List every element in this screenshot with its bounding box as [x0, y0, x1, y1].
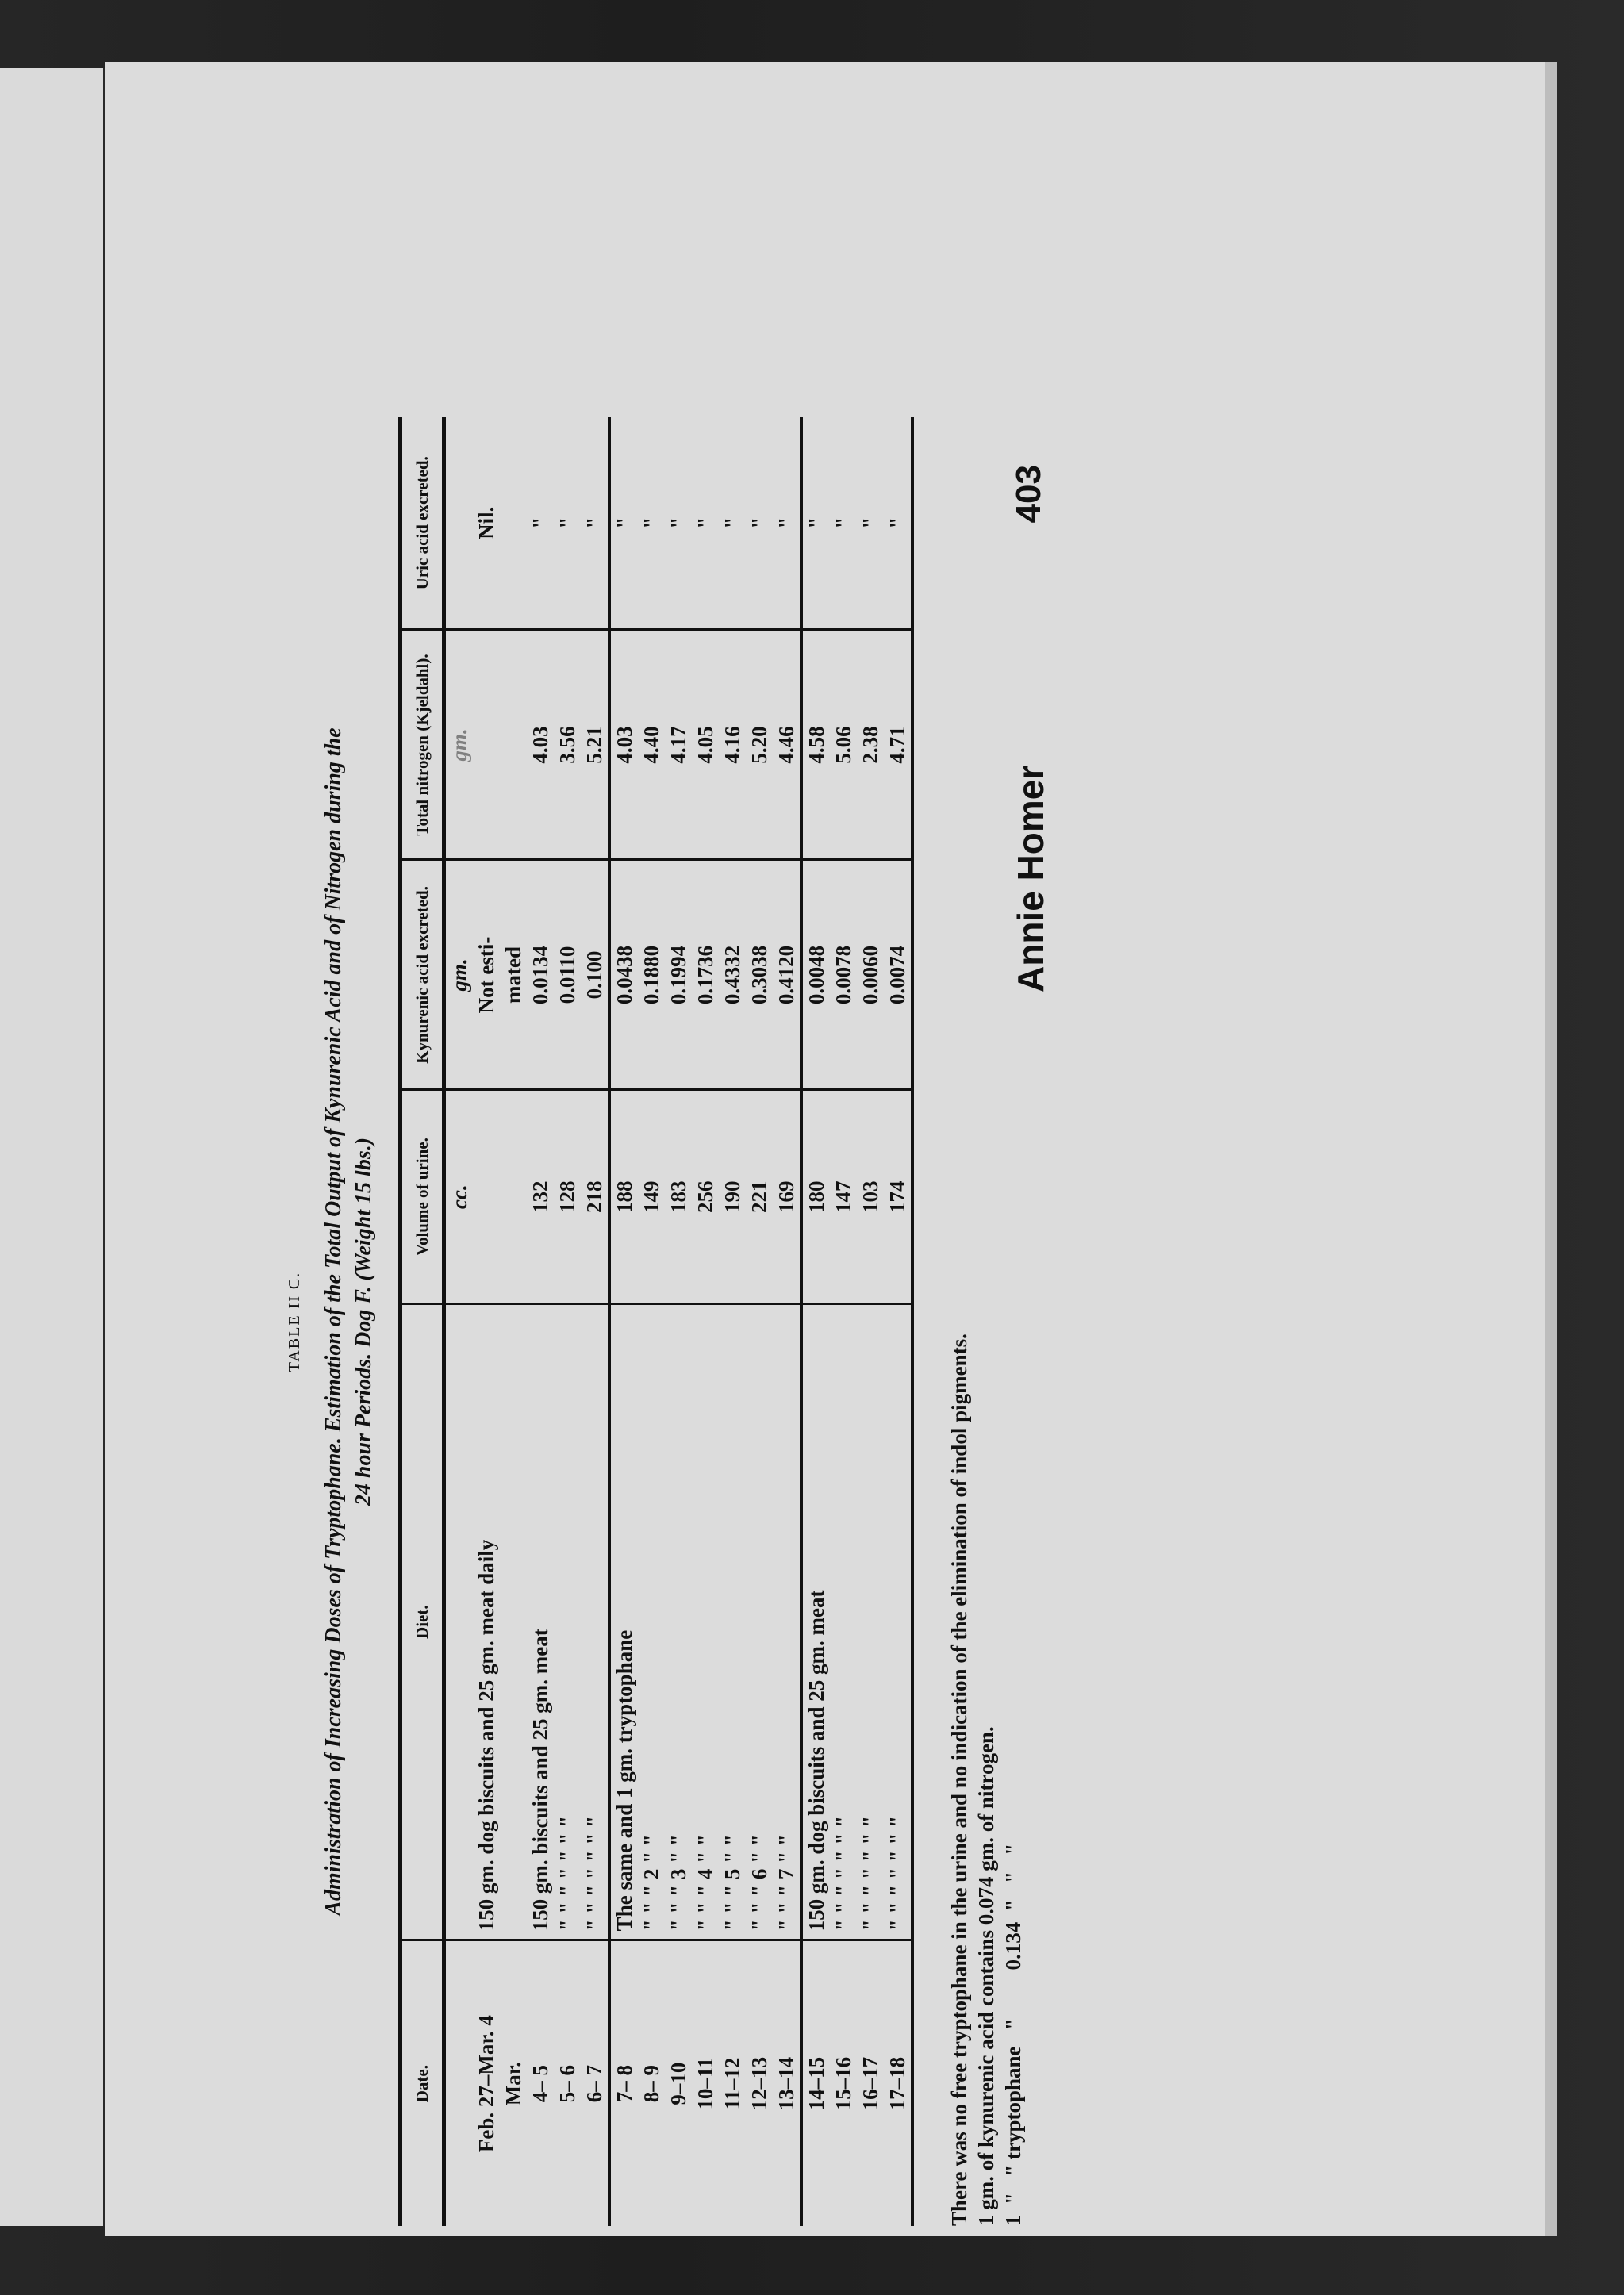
volume-value: 256: [693, 1180, 717, 1213]
uric-value: ": [804, 516, 828, 529]
cell-dates-1: [473, 1940, 609, 2226]
cell-total-nitrogen-3: [801, 630, 912, 860]
volume-value: 190: [720, 1180, 744, 1213]
nitrogen-value: 5.21: [582, 726, 606, 764]
date-line: 4– 5: [528, 2065, 552, 2103]
date-line: 7– 8: [612, 2065, 636, 2103]
header-diet: Diet.: [401, 1303, 444, 1940]
book-page: [105, 62, 1545, 2236]
uric-value: ": [747, 516, 771, 529]
uric-value: ": [774, 516, 798, 529]
uric-value: ": [720, 516, 744, 529]
nitrogen-value: [500, 639, 527, 851]
cell-kynurenic-3: [801, 860, 912, 1090]
uric-value: ": [612, 516, 636, 529]
header-volume: Volume of urine.: [401, 1090, 444, 1304]
date-line: Mar.: [501, 2062, 525, 2106]
nitrogen-value: 2.38: [858, 726, 882, 764]
unit-kynurenic: gm.: [444, 860, 474, 1090]
volume-value: 221: [747, 1180, 771, 1213]
nitrogen-value: 4.05: [693, 726, 717, 764]
diet-line: [500, 1313, 527, 1931]
uric-value: ": [831, 516, 855, 529]
header-date: Date.: [401, 1940, 444, 2226]
volume-value: 149: [639, 1180, 663, 1213]
diet-line: The same and 1 gm. tryptophane: [612, 1629, 636, 1932]
date-line: 11–12: [720, 2057, 744, 2110]
cell-kynurenic-2: [609, 860, 801, 1090]
volume-value: [473, 1099, 500, 1295]
kynurenic-value: 0.0048: [804, 945, 828, 1005]
kynurenic-value: 0.3038: [747, 945, 771, 1005]
cell-volume-3: [801, 1090, 912, 1304]
table-row-group-1: [473, 417, 609, 2226]
diet-line: " " " " " " ": [555, 1815, 579, 1932]
table-caption: [319, 417, 379, 2226]
unit-diet: [444, 1303, 474, 1940]
kynurenic-value: 0.100: [582, 950, 606, 1000]
kynurenic-value: 0.4332: [720, 945, 744, 1005]
header-total-nitrogen: Total nitrogen (Kjeldahl).: [401, 630, 444, 860]
data-table: [398, 417, 914, 2226]
nitrogen-value: 3.56: [555, 726, 579, 764]
cell-uric-1: [473, 417, 609, 630]
note-line: 1 gm. of kynurenic acid contains 0.074 gm. of nitrogen.: [974, 1726, 998, 2226]
page-number: 403: [1009, 465, 1048, 524]
nitrogen-value: 4.40: [639, 726, 663, 764]
unit-total-nitrogen: gm.: [444, 630, 474, 860]
date-line: 15–16: [831, 2056, 855, 2111]
header-row: [401, 417, 444, 2226]
nitrogen-value: [473, 639, 500, 851]
nitrogen-value: 4.03: [612, 726, 636, 764]
date-line: 8– 9: [639, 2065, 663, 2103]
cell-volume-1: [473, 1090, 609, 1304]
volume-value: 132: [528, 1180, 552, 1213]
uric-value: Nil.: [474, 506, 498, 539]
uric-value: ": [639, 516, 663, 529]
facing-page: [0, 68, 106, 2226]
nitrogen-value: 5.20: [747, 726, 771, 764]
diet-line: " " " " " " ": [582, 1815, 606, 1932]
diet-line: " " " 6 " ": [747, 1834, 771, 1932]
volume-value: 147: [831, 1180, 855, 1213]
volume-value: 183: [666, 1180, 690, 1213]
diet-line: " " " 7 " ": [774, 1834, 798, 1932]
diet-line: 150 gm. dog biscuits and 25 gm. meat: [804, 1590, 828, 1932]
diet-line: " " " " " " ": [858, 1815, 882, 1932]
volume-value: 180: [804, 1180, 828, 1213]
unit-uric: [444, 417, 474, 630]
volume-value: 169: [774, 1180, 798, 1213]
uric-value: ": [693, 516, 717, 529]
running-author: Annie Homer: [1010, 765, 1051, 992]
cell-dates-3: [801, 1940, 912, 2226]
cell-diet-1: [473, 1303, 609, 1940]
date-line: 10–11: [693, 2057, 717, 2110]
date-line: 17–18: [885, 2056, 909, 2111]
nitrogen-value: 4.46: [774, 726, 798, 764]
table-row-group-2: [609, 417, 801, 2226]
nitrogen-value: 4.03: [528, 726, 552, 764]
note-line: There was no free tryptophane in the urine and no indication of the elimination of indol pigments.: [947, 1334, 971, 2226]
unit-volume: cc.: [444, 1090, 474, 1304]
uric-value: [500, 425, 527, 621]
kynurenic-value: 0.0134: [528, 945, 552, 1005]
nitrogen-value: 4.58: [804, 726, 828, 764]
volume-value: 174: [885, 1180, 909, 1213]
volume-value: [500, 1099, 527, 1295]
kynurenic-value: 0.0060: [858, 945, 882, 1005]
running-head: [1009, 465, 1057, 2226]
nitrogen-value: 4.16: [720, 726, 744, 764]
table-label: TABLE II C.: [286, 1271, 303, 1372]
diet-line: " " " 4 " ": [693, 1834, 717, 1932]
date-line: 13–14: [774, 2056, 798, 2111]
header-kynurenic: Kynurenic acid excreted.: [401, 860, 444, 1090]
kynurenic-value: 0.0438: [612, 945, 636, 1005]
kynurenic-value: 0.0110: [555, 946, 579, 1004]
volume-value: 188: [612, 1180, 636, 1213]
caption-line-1: Administration of Increasing Doses of Tryptophane. Estimation of the Total Output of Kynurenic Acid and of Nitrogen during the: [321, 727, 346, 1916]
date-line: 6– 7: [582, 2065, 606, 2103]
kynurenic-value: Not esti-: [474, 936, 498, 1014]
uric-value: ": [885, 516, 909, 529]
nitrogen-value: 4.71: [885, 726, 909, 764]
volume-value: 218: [582, 1180, 606, 1213]
unit-row: [444, 417, 474, 2226]
kynurenic-value: 0.1994: [666, 945, 690, 1005]
uric-value: ": [666, 516, 690, 529]
kynurenic-value: 0.4120: [774, 945, 798, 1005]
kynurenic-value: mated: [501, 946, 525, 1004]
date-line: 9–10: [666, 2062, 690, 2105]
cell-diet-2: [609, 1303, 801, 1940]
cell-volume-2: [609, 1090, 801, 1304]
rotated-content: [271, 417, 1049, 2226]
kynurenic-value: 0.1736: [693, 945, 717, 1005]
date-line: 12–13: [747, 2056, 771, 2111]
uric-value: ": [528, 516, 552, 529]
kynurenic-value: 0.0074: [885, 945, 909, 1005]
caption-line-2: 24 hour Periods. Dog F. (Weight 15 lbs.): [351, 1137, 376, 1506]
diet-line: " " " " " " ": [831, 1815, 855, 1932]
volume-value: 128: [555, 1180, 579, 1213]
cell-total-nitrogen-2: [609, 630, 801, 860]
nitrogen-value: 4.17: [666, 726, 690, 764]
date-line: 16–17: [858, 2056, 882, 2111]
diet-line: 150 gm. dog biscuits and 25 gm. meat daily: [474, 1539, 498, 1932]
nitrogen-value: 5.06: [831, 726, 855, 764]
cell-uric-2: [609, 417, 801, 630]
date-line: Feb. 27–Mar. 4: [474, 2015, 498, 2153]
volume-value: 103: [858, 1180, 882, 1213]
header-uric: Uric acid excreted.: [401, 417, 444, 630]
cell-diet-3: [801, 1303, 912, 1940]
cell-uric-3: [801, 417, 912, 630]
unit-date: [444, 1940, 474, 2226]
uric-value: ": [582, 516, 606, 529]
date-line: 5– 6: [555, 2065, 579, 2103]
diet-line: " " " 5 " ": [720, 1834, 744, 1932]
kynurenic-value: 0.1880: [639, 945, 663, 1005]
diet-line: " " " 3 " ": [666, 1834, 690, 1932]
page-edge: [1545, 62, 1557, 2236]
uric-value: ": [555, 516, 579, 529]
date-line: 14–15: [804, 2056, 828, 2111]
diet-line: 150 gm. biscuits and 25 gm. meat: [528, 1629, 552, 1932]
cell-dates-2: [609, 1940, 801, 2226]
cell-total-nitrogen-1: [473, 630, 609, 860]
table-row-group-3: [801, 417, 912, 2226]
uric-value: ": [858, 516, 882, 529]
cell-kynurenic-1: [473, 860, 609, 1090]
note-line: 1 " " tryptophane " 0.134 " " ": [1001, 1843, 1025, 2226]
diet-line: " " " " " " ": [885, 1815, 909, 1932]
kynurenic-value: 0.0078: [831, 945, 855, 1005]
diet-line: " " " 2 " ": [639, 1834, 663, 1932]
